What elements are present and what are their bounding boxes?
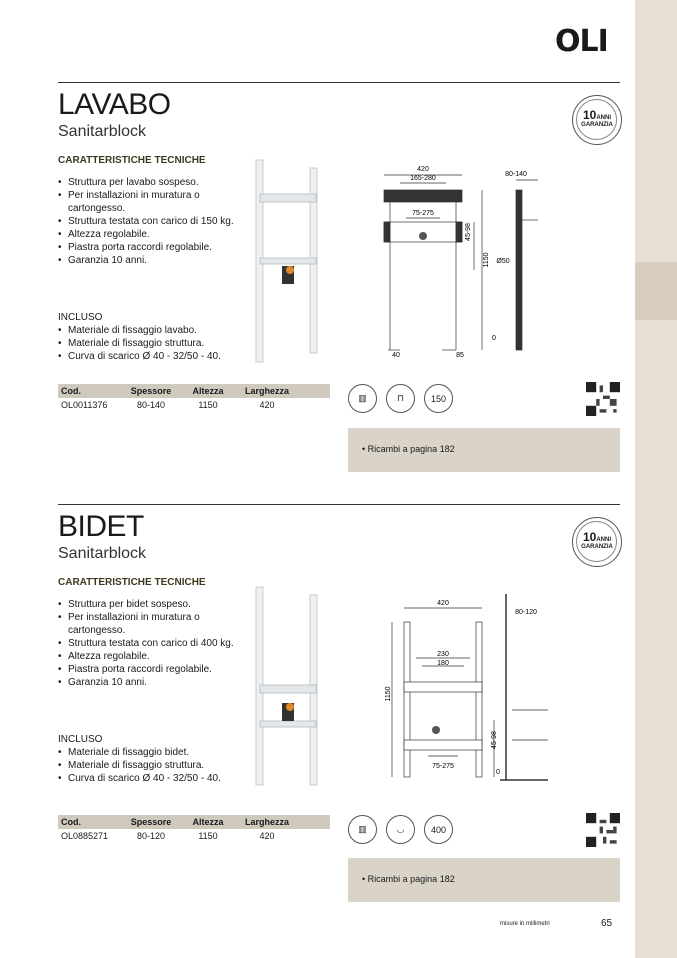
product-photo bbox=[248, 158, 328, 368]
table-header: Cod. Spessore Altezza Larghezza bbox=[58, 815, 330, 829]
feature-item: • Garanzia 10 anni. bbox=[58, 254, 238, 267]
dim-spacing: 165-280 bbox=[410, 175, 436, 182]
product-table bbox=[58, 384, 330, 412]
warranty-badge: 10ANNI GARANZIA bbox=[572, 517, 622, 567]
dim-spacing-a: 230 bbox=[437, 651, 449, 658]
table-row: OL0011376 80-140 1150 420 bbox=[61, 400, 275, 410]
included-list bbox=[58, 324, 258, 363]
dim-adj: 45-98 bbox=[465, 223, 472, 241]
dim-bottom-left: 40 bbox=[392, 352, 400, 359]
dim-width: 420 bbox=[417, 166, 429, 173]
product-photo bbox=[248, 585, 328, 790]
included-item: • Materiale di fissaggio struttura. bbox=[58, 337, 258, 350]
bidet-icon: ◡ bbox=[386, 815, 415, 844]
section-divider bbox=[58, 82, 620, 83]
wall-mount-icon: ▥ bbox=[348, 384, 377, 413]
included-heading: INCLUSO bbox=[58, 312, 103, 323]
dim-zero: 0 bbox=[492, 335, 496, 342]
feature-item: • Per installazioni in muratura o cartongesso. bbox=[58, 189, 238, 215]
table-row: OL0885271 80-120 1150 420 bbox=[61, 831, 275, 841]
feature-item: • Piastra porta raccordi regolabile. bbox=[58, 241, 238, 254]
units-note: misure in millimetri bbox=[500, 921, 550, 927]
feature-item: • Per installazioni in muratura o cartongesso. bbox=[58, 611, 238, 637]
feature-item: • Altezza regolabile. bbox=[58, 650, 238, 663]
technical-drawing bbox=[378, 160, 538, 365]
product-title: LAVABO bbox=[58, 88, 171, 121]
included-item: • Curva di scarico Ø 40 - 32/50 - 40. bbox=[58, 772, 258, 785]
section-divider bbox=[58, 504, 620, 505]
dim-depth: 80-120 bbox=[515, 609, 537, 616]
feature-item: • Garanzia 10 anni. bbox=[58, 676, 238, 689]
product-subtitle: Sanitarblock bbox=[58, 545, 147, 562]
feature-item: • Piastra porta raccordi regolabile. bbox=[58, 663, 238, 676]
included-list bbox=[58, 746, 258, 785]
feature-item: • Struttura testata con carico di 150 kg. bbox=[58, 215, 238, 228]
dim-spacing-b: 180 bbox=[437, 660, 449, 667]
product-title: BIDET bbox=[58, 510, 144, 543]
qr-code[interactable] bbox=[586, 382, 620, 416]
dim-width: 420 bbox=[437, 600, 449, 607]
feature-item: • Struttura testata con carico di 400 kg. bbox=[58, 637, 238, 650]
feature-item: • Struttura per lavabo sospeso. bbox=[58, 176, 238, 189]
section-heading: CARATTERISTICHE TECNICHE bbox=[58, 577, 206, 588]
frame-icon: ⊓ bbox=[386, 384, 415, 413]
dim-depth: 80-140 bbox=[505, 171, 527, 178]
section-heading: CARATTERISTICHE TECNICHE bbox=[58, 155, 206, 166]
included-item: • Materiale di fissaggio lavabo. bbox=[58, 324, 258, 337]
dim-adj: 45-98 bbox=[491, 731, 498, 749]
table-header: Cod. Spessore Altezza Larghezza bbox=[58, 384, 330, 398]
dim-height: 1150 bbox=[483, 252, 490, 268]
dim-zero: 0 bbox=[496, 769, 500, 776]
product-subtitle: Sanitarblock bbox=[58, 123, 147, 140]
load-icon: 150 bbox=[424, 384, 453, 413]
spare-parts-note: • Ricambi a pagina 182 bbox=[348, 858, 620, 902]
warranty-badge: 10ANNI GARANZIA bbox=[572, 95, 622, 145]
load-icon: 400 bbox=[424, 815, 453, 844]
feature-icons bbox=[348, 384, 453, 413]
dim-plate: 75-275 bbox=[432, 763, 454, 770]
included-item: • Materiale di fissaggio struttura. bbox=[58, 759, 258, 772]
feature-list bbox=[58, 176, 238, 267]
dim-bottom-right: 85 bbox=[456, 352, 464, 359]
wall-mount-icon: ▥ bbox=[348, 815, 377, 844]
included-item: • Curva di scarico Ø 40 - 32/50 - 40. bbox=[58, 350, 258, 363]
spare-parts-note: • Ricambi a pagina 182 bbox=[348, 428, 620, 472]
technical-drawing bbox=[378, 590, 548, 790]
dim-plate: 75-275 bbox=[412, 210, 434, 217]
feature-item: • Altezza regolabile. bbox=[58, 228, 238, 241]
side-tab-thumbnail[interactable] bbox=[635, 262, 677, 320]
dim-pipe: Ø50 bbox=[496, 258, 510, 265]
page-number: 65 bbox=[601, 918, 613, 929]
feature-list bbox=[58, 598, 238, 689]
feature-item: • Struttura per bidet sospeso. bbox=[58, 598, 238, 611]
dim-height: 1150 bbox=[385, 686, 392, 702]
product-table bbox=[58, 815, 330, 843]
brand-logo: OLI bbox=[555, 24, 608, 59]
side-strip bbox=[635, 0, 677, 958]
included-heading: INCLUSO bbox=[58, 734, 103, 745]
feature-icons bbox=[348, 815, 453, 844]
qr-code[interactable] bbox=[586, 813, 620, 847]
included-item: • Materiale di fissaggio bidet. bbox=[58, 746, 258, 759]
